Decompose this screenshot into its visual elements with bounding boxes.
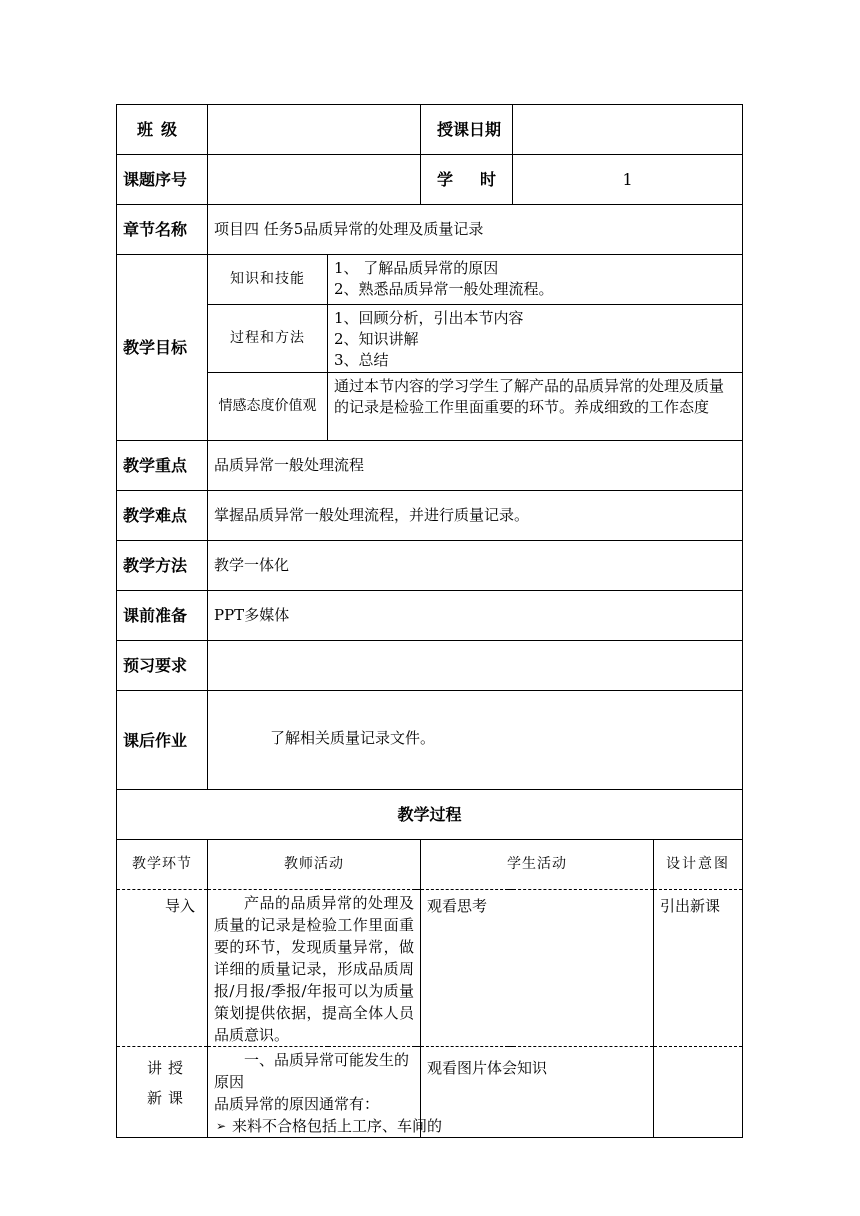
preview-label: 预习要求 [117,641,208,691]
class-label: 班 级 [117,105,208,155]
date-label: 授课日期 [421,105,513,155]
list-item: ➢ 来料不合格包括上工序、车间的 [216,1117,443,1135]
difficulty-value: 掌握品质异常一般处理流程，并进行质量记录。 [208,491,743,541]
row-class [117,105,743,155]
goal-row-process [117,305,743,373]
header-stage: 教学环节 [117,840,208,890]
row-new-lesson [117,1047,743,1138]
row-preview [117,641,743,691]
arrow-bullet-icon: ➢ [216,1119,227,1133]
row-chapter [117,205,743,255]
row-key-point [117,441,743,491]
row-process-title [117,790,743,840]
lesson-plan-table [116,104,743,1138]
goal-process-name: 过程和方法 [208,305,328,373]
preview-value [208,641,743,691]
process-title: 教学过程 [117,790,743,840]
intro-student: 观看思考 [421,890,654,1047]
method-value: 教学一体化 [208,541,743,591]
goal-row-knowledge [117,255,743,305]
row-preparation [117,591,743,641]
class-value [208,105,421,155]
key-point-value: 品质异常一般处理流程 [208,441,743,491]
header-student: 学生活动 [421,840,654,890]
homework-value: 了解相关质量记录文件。 [208,691,743,790]
header-teacher: 教师活动 [208,840,421,890]
topic-no-label: 课题序号 [117,155,208,205]
row-intro [117,890,743,1047]
new-lesson-stage: 讲授新课 [117,1047,208,1138]
topic-no-value [208,155,421,205]
row-difficulty [117,491,743,541]
lesson-plan-sheet [116,104,742,1138]
row-process-headers [117,840,743,890]
intro-teacher: 产品的品质异常的处理及质量的记录是检验工作里面重要的环节，发现质量异常，做详细的质量记录，形成品质周报/月报/季报/年报可以为质量策划提供依据，提高全体人员品质意识。 [208,890,421,1047]
homework-label: 课后作业 [117,691,208,790]
header-intent: 设计意图 [654,840,743,890]
hours-label: 学 时 [421,155,513,205]
difficulty-label: 教学难点 [117,491,208,541]
hours-value: 1 [513,155,743,205]
intro-stage: 导入 [117,890,208,1047]
new-lesson-teacher: 一、品质异常可能发生的原因 品质异常的原因通常有： ➢ 来料不合格包括上工序、车间的 [208,1047,421,1138]
goals-label: 教学目标 [117,255,208,441]
row-topic-no [117,155,743,205]
intro-intent: 引出新课 [654,890,743,1047]
goal-knowledge-name: 知识和技能 [208,255,328,305]
preparation-label: 课前准备 [117,591,208,641]
chapter-value: 项目四 任务5品质异常的处理及质量记录 [208,205,743,255]
key-point-label: 教学重点 [117,441,208,491]
new-lesson-student: 观看图片体会知识 [421,1047,654,1138]
goal-attitude-content: 通过本节内容的学习学生了解产品的品质异常的处理及质量的记录是检验工作里面重要的环节。养成细致的工作态度 [328,373,743,441]
goal-process-content: 1、回顾分析，引出本节内容 2、知识讲解 3、总结 [328,305,743,373]
row-method [117,541,743,591]
chapter-label: 章节名称 [117,205,208,255]
new-lesson-intent [654,1047,743,1138]
method-label: 教学方法 [117,541,208,591]
date-value [513,105,743,155]
goal-attitude-name: 情感态度价值观 [208,373,328,441]
goal-knowledge-content: 1、 了解品质异常的原因 2、熟悉品质异常一般处理流程。 [328,255,743,305]
preparation-value: PPT多媒体 [208,591,743,641]
goal-row-attitude [117,373,743,441]
row-homework [117,691,743,790]
